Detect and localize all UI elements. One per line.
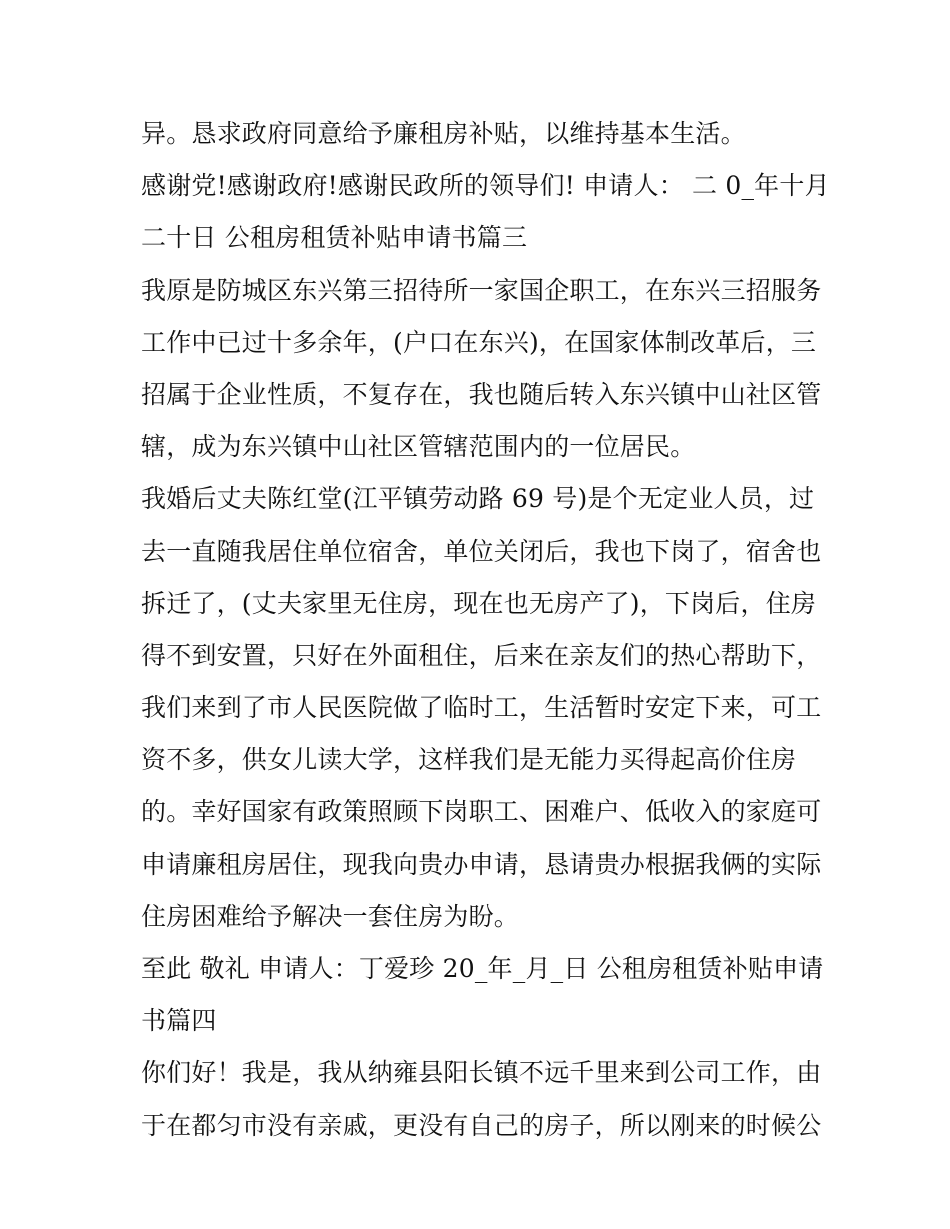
text-line: 我原是防城区东兴第三招待所一家国企职工，在东兴三招服务 — [141, 275, 822, 305]
text-line: 得不到安置，只好在外面租住，后来在亲友们的热心帮助下， — [141, 640, 822, 670]
text-line: 书篇四 — [141, 1006, 217, 1036]
text-line: 至此 敬礼 申请人：丁爱珍 20_年_月_日 公租房租赁补贴申请 — [141, 954, 824, 983]
text-line: 招属于企业性质，不复存在，我也随后转入东兴镇中山社区管 — [141, 379, 822, 409]
text-line: 资不多，供女儿读大学，这样我们是无能力买得起高价住房 — [141, 745, 797, 775]
text-line: 异。恳求政府同意给予廉租房补贴，以维持基本生活。 — [141, 119, 746, 148]
text-line: 我们来到了市人民医院做了临时工，生活暂时安定下来，可工 — [141, 693, 822, 723]
text-line: 住房困难给予解决一套住房为盼。 — [141, 901, 520, 931]
text-line: 辖，成为东兴镇中山社区管辖范围内的一位居民。 — [141, 432, 696, 462]
text-line: 的。幸好国家有政策照顾下岗职工、困难户、低收入的家庭可 — [141, 797, 822, 827]
text-line: 拆迁了，(丈夫家里无住房，现在也无房产了)，下岗后，住房 — [141, 588, 817, 618]
document-body — [141, 108, 830, 1152]
text-line: 去一直随我居住单位宿舍，单位关闭后，我也下岗了，宿舍也 — [141, 536, 822, 566]
text-line: 于在都匀市没有亲戚，更没有自己的房子，所以刚来的时候公 — [141, 1110, 822, 1140]
text-line: 感谢党!感谢政府!感谢民政所的领导们! 申请人： 二 0_年十月 — [141, 171, 830, 201]
text-line: 你们好！我是，我从纳雍县阳长镇不远千里来到公司工作，由 — [141, 1058, 822, 1088]
text-line: 申请廉租房居住，现我向贵办申请，恳请贵办根据我俩的实际 — [141, 849, 822, 879]
text-line: 二十日 公租房租赁补贴申请书篇三 — [141, 223, 528, 253]
text-line: 我婚后丈夫陈红堂(江平镇劳动路 69 号)是个无定业人员，过 — [141, 484, 815, 514]
text-line: 工作中已过十多余年，(户口在东兴)，在国家体制改革后，三 — [141, 327, 817, 357]
